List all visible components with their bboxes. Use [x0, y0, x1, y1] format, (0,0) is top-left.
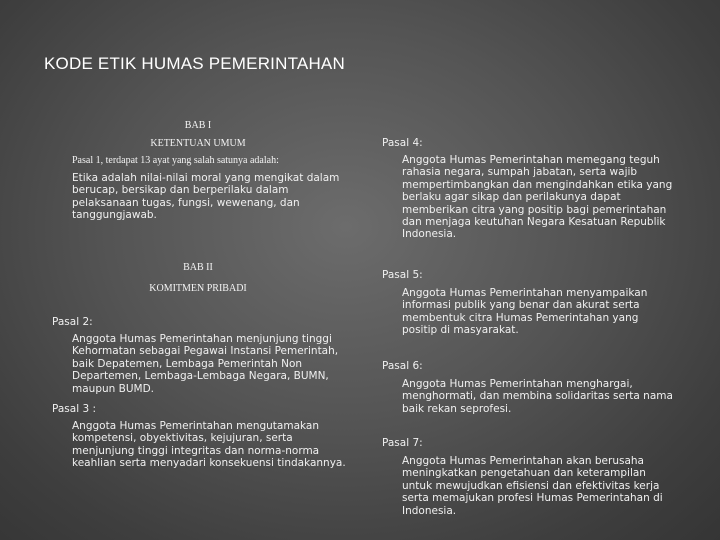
bab2-heading: BAB II [183, 262, 213, 273]
pasal6-text: Anggota Humas Pemerintahan menghargai, menghormati, dan membina solidaritas serta nama baik rekan seprofesi. [402, 378, 673, 415]
bab1-title: KETENTUAN UMUM [150, 138, 246, 149]
pasal5-text: Anggota Humas Pemerintahan menyampaikan informasi publik yang benar dan akurat serta membentuk citra Humas Pemerintahan yang positip di masyarakat. [402, 287, 648, 337]
pasal1-text: Etika adalah nilai-nilai moral yang mengikat dalam berucap, bersikap dan berperilaku dalam pelaksanaan tugas, fungsi, wewenang, dan tanggungjawab. [72, 172, 340, 222]
pasal1-intro: Pasal 1, terdapat 13 ayat yang salah satunya adalah: [72, 155, 279, 166]
pasal3-label: Pasal 3 : [52, 403, 97, 415]
pasal4-label: Pasal 4: [382, 137, 423, 149]
pasal4-text: Anggota Humas Pemerintahan memegang teguh rahasia negara, sumpah jabatan, serta wajib mempertimbangkan dan mengindahkan etika yang berlaku agar sikap dan perilakunya dapat memberikan citra yang positip bagi pemerintahan dan menjaga keutuhan Negara Kesatuan Republik Indonesia. [402, 154, 673, 241]
page-title: KODE ETIK HUMAS PEMERINTAHAN [44, 54, 345, 73]
bab2-title: KOMITMEN PRIBADI [149, 283, 247, 294]
pasal2-text: Anggota Humas Pemerintahan menjunjung tinggi Kehormatan sebagai Pegawai Instansi Pemerintah, baik Depatemen, Lembaga Pemerintah Non Departemen, Lembaga-Lembaga Negara, BUMN, maupun BUMD. [72, 333, 339, 395]
pasal3-text: Anggota Humas Pemerintahan mengutamakan kompetensi, obyektivitas, kejujuran, serta menjunjung tinggi integritas dan norma-norma keahlian serta menyadari konsekuensi tindakannya. [72, 420, 346, 470]
pasal6-label: Pasal 6: [382, 360, 423, 372]
pasal7-label: Pasal 7: [382, 437, 423, 449]
pasal5-label: Pasal 5: [382, 269, 423, 281]
pasal2-label: Pasal 2: [52, 316, 93, 328]
pasal7-text: Anggota Humas Pemerintahan akan berusaha meningkatkan pengetahuan dan keterampilan untuk mewujudkan efisiensi dan efektivitas kerja serta memajukan profesi Humas Pemerintahan di Indonesia. [402, 455, 663, 517]
bab1-heading: BAB I [184, 120, 212, 131]
